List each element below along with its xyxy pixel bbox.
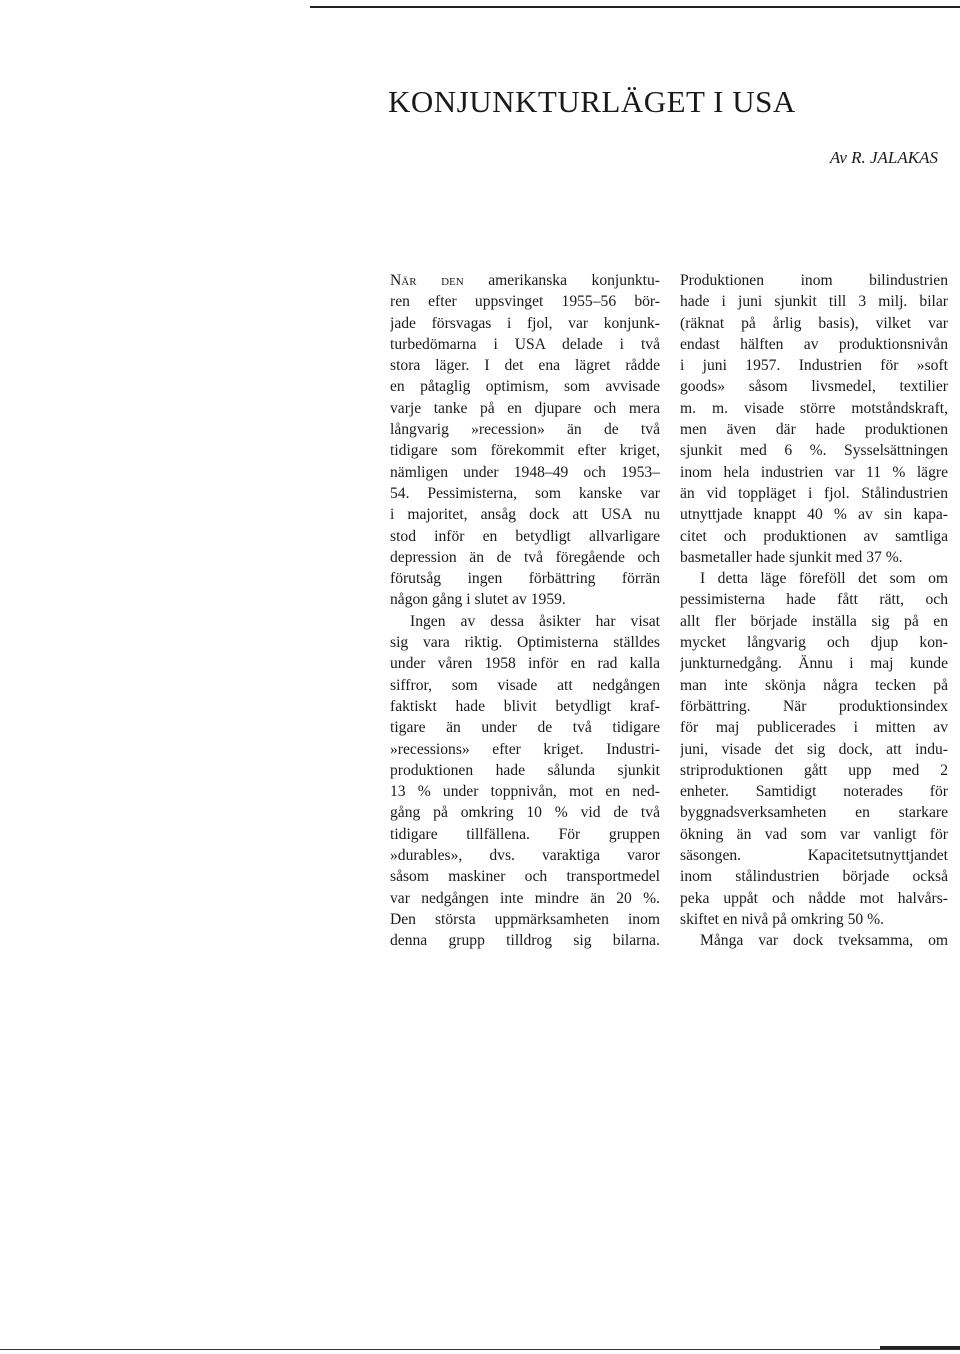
text-line: goods» såsom livsmedel, textilier — [680, 378, 948, 396]
text-line: gång på omkring 10 % vid de två — [390, 804, 660, 822]
text-line: tidigare som förekommit efter kriget, — [390, 442, 660, 460]
text-line: inom hela industrien var 11 % lägre — [680, 463, 948, 481]
article-byline: Av R. JALAKAS — [829, 148, 938, 167]
text-line: inom stålindustrien började också — [680, 868, 948, 886]
text-line: pessimisterna hade fått rätt, och — [680, 591, 948, 609]
text-line: junkturnedgång. Ännu i maj kunde — [680, 655, 948, 673]
text-line: faktiskt hade blivit betydligt kraf- — [390, 697, 660, 715]
text-line: tidigare tillfällena. För gruppen — [390, 825, 660, 843]
text-line: I detta läge föreföll det som om — [700, 570, 948, 588]
text-line: än vid toppläget i fjol. Stålindustrien — [680, 484, 948, 502]
text-line: 54. Pessimisterna, som kanske var — [390, 484, 660, 502]
bottom-rule-thick — [880, 1346, 960, 1349]
text-line: »durables», dvs. varaktiga varor — [390, 847, 660, 865]
text-line: denna grupp tilldrog sig bilarna. — [390, 932, 660, 950]
text-line: i majoritet, ansåg dock att USA nu — [390, 506, 660, 524]
left-column — [390, 270, 660, 952]
text-line: m. m. visade större motståndskraft, — [680, 399, 948, 417]
text-line: under våren 1958 inför en rad kalla — [390, 655, 660, 673]
text-line: varje tanke på en djupare och mera — [390, 399, 660, 417]
text-line: stora läger. I det ena lägret rådde — [390, 357, 660, 375]
text-line: sig vara riktig. Optimisterna ställdes — [390, 634, 660, 652]
text-line: sjunkit med 6 %. Sysselsättningen — [680, 442, 948, 460]
lead-line-text: amerikanska konjunktu- — [463, 272, 660, 289]
text-line: hade i juni sjunkit till 3 milj. bilar — [680, 293, 948, 311]
text-line: depression än de två föregående och — [390, 548, 660, 566]
text-line: peka uppåt och nådde mot halvårs- — [680, 889, 948, 907]
text-line: juni, visade det sig dock, att indu- — [680, 740, 948, 758]
bottom-rule — [0, 1349, 960, 1350]
text-line: citet och produktionen av samtliga — [680, 527, 948, 545]
text-line: siffror, som visade att nedgången — [390, 676, 660, 694]
text-line: långvarig »recession» än de två — [390, 421, 660, 439]
text-line: basmetaller hade sjunkit med 37 %. — [680, 548, 903, 566]
text-line: enheter. Samtidigt noterades för — [680, 783, 948, 801]
text-line: 13 % under toppnivån, mot en ned- — [390, 783, 660, 801]
text-line: Produktionen inom bilindustrien — [680, 272, 948, 289]
text-line: såsom maskiner och transportmedel — [390, 868, 660, 886]
text-line — [390, 270, 660, 291]
text-line: Den största uppmärksamheten inom — [390, 910, 660, 928]
text-line: mycket långvarig och djup kon- — [680, 634, 948, 652]
text-line: allt fler började inställa sig på en — [680, 612, 948, 630]
top-rule — [310, 6, 960, 8]
text-line: stod inför en betydligt allvarligare — [390, 527, 660, 545]
text-line: i juni 1957. Industrien för »soft — [680, 357, 948, 375]
text-line: jade försvagas i fjol, var konjunk- — [390, 314, 660, 332]
text-line: turbedömarna i USA delade i två — [390, 335, 660, 353]
article-title: KONJUNKTURLÄGET I USA — [388, 84, 796, 119]
text-line: säsongen. Kapacitetsutnyttjandet — [680, 847, 948, 865]
text-line: tigare än under de två tidigare — [390, 719, 660, 737]
text-line: för maj publicerades i mitten av — [680, 719, 948, 737]
text-line: endast hälften av produktionsnivån — [680, 335, 948, 353]
text-line: striproduktionen gått upp med 2 — [680, 761, 948, 779]
text-line: nämligen under 1948–49 och 1953– — [390, 463, 660, 481]
text-line: Ingen av dessa åsikter har visat — [410, 612, 660, 630]
lead-smallcaps: När den — [390, 272, 464, 289]
text-line: var nedgången inte mindre än 20 %. — [390, 889, 660, 907]
text-line: någon gång i slutet av 1959. — [390, 591, 566, 609]
text-line: utnyttjade knappt 40 % av sin kapa- — [680, 506, 948, 524]
text-line: ökning än vad som var vanligt för — [680, 825, 948, 843]
text-line: förbättring. När produktionsindex — [680, 697, 948, 715]
text-line: ren efter uppsvinget 1955–56 bör- — [390, 293, 660, 311]
text-line: förutsåg ingen förbättring förrän — [390, 570, 660, 588]
text-line: (räknat på årlig basis), vilket var — [680, 314, 948, 332]
text-line: produktionen hade sålunda sjunkit — [390, 761, 660, 779]
right-column — [680, 270, 948, 952]
text-line: en påtaglig optimism, som avvisade — [390, 378, 660, 396]
text-line: skiftet en nivå på omkring 50 %. — [680, 910, 884, 928]
text-line: »recessions» efter kriget. Industri- — [390, 740, 660, 758]
text-line: men även där hade produktionen — [680, 421, 948, 439]
text-line: byggnadsverksamheten en starkare — [680, 804, 948, 822]
text-line: Många var dock tveksamma, om — [700, 932, 948, 950]
text-line: man inte skönja några tecken på — [680, 676, 948, 694]
